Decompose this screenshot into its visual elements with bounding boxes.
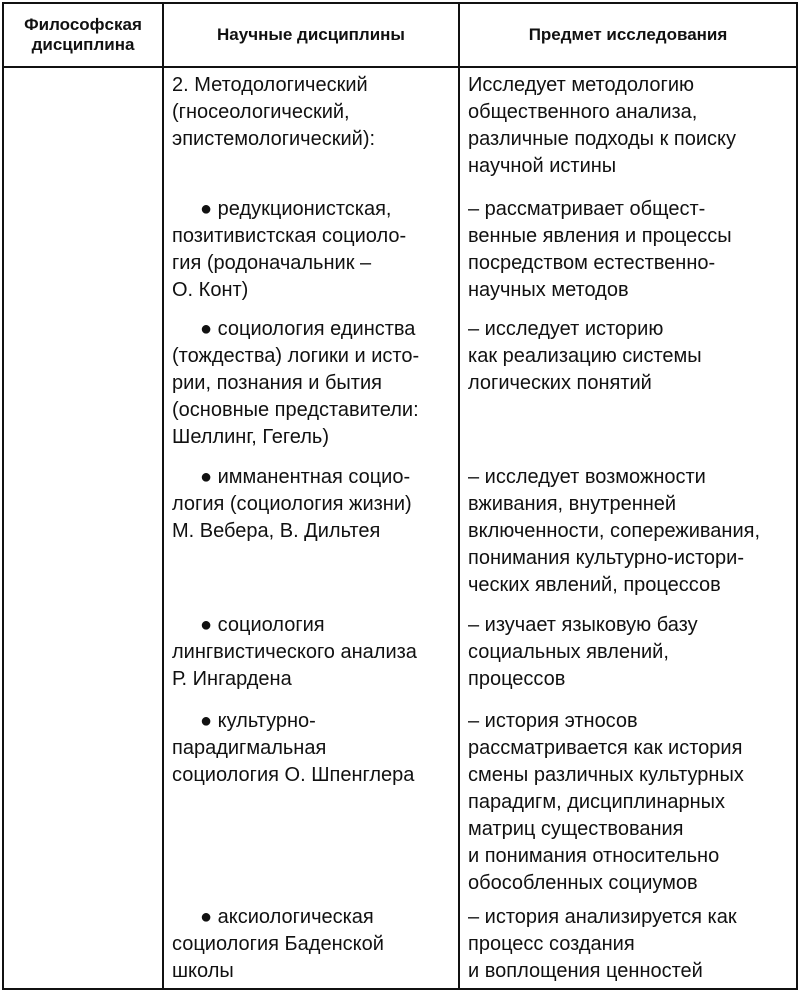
- table-row-discipline: ● социология лингвистического анализа Р. Ингардена: [172, 614, 417, 690]
- table-row-subject: – история этносов рассматривается как история смены различных культурных парадигм, дисциплинарных матриц существования и понимания относительно обособленных социумов: [468, 710, 744, 894]
- header-research-subject: Предмет исследования: [528, 25, 728, 44]
- column-divider-1: [162, 4, 164, 988]
- table-row-subject: – изучает языковую базу социальных явлений, процессов: [468, 614, 698, 690]
- table-row-subject: Исследует методологию общественного анализа, различные подходы к поиску научной истины: [468, 74, 736, 177]
- table-row-discipline: ● аксиологическая социология Баденской школы: [172, 906, 384, 982]
- column-divider-2: [458, 4, 460, 988]
- table-row-subject: – история анализируется как процесс создания и воплощения ценностей: [468, 906, 737, 982]
- table-row-discipline: ● редукционистская, позитивистская социоло- гия (родоначальник – О. Конт): [172, 198, 407, 301]
- table-row-discipline: ● социология единства (тождества) логики и исто- рии, познания и бытия (основные представители: Шеллинг, Гегель): [172, 318, 420, 448]
- table-row-discipline: 2. Методологический (гносеологический, эпистемологический):: [172, 74, 376, 150]
- table-row-subject: – исследует историю как реализацию системы логических понятий: [468, 318, 702, 394]
- table-row-subject: – исследует возможности вживания, внутренней включенности, сопереживания, понимания культурно-истори- ческих явлений, процессов: [468, 466, 761, 596]
- philosophy-table: [2, 2, 798, 990]
- header-philosophical-discipline: Философская дисциплина: [24, 15, 142, 54]
- header-scientific-disciplines: Научные дисциплины: [217, 25, 405, 44]
- table-row-discipline: ● культурно- парадигмальная социология О. Шпенглера: [172, 710, 415, 786]
- table-row-subject: – рассматривает общест- венные явления и процессы посредством естественно- научных методов: [468, 198, 732, 301]
- table-row-discipline: ● имманентная социо- логия (социология жизни) М. Вебера, В. Дильтея: [172, 466, 412, 542]
- table-header: [4, 4, 796, 68]
